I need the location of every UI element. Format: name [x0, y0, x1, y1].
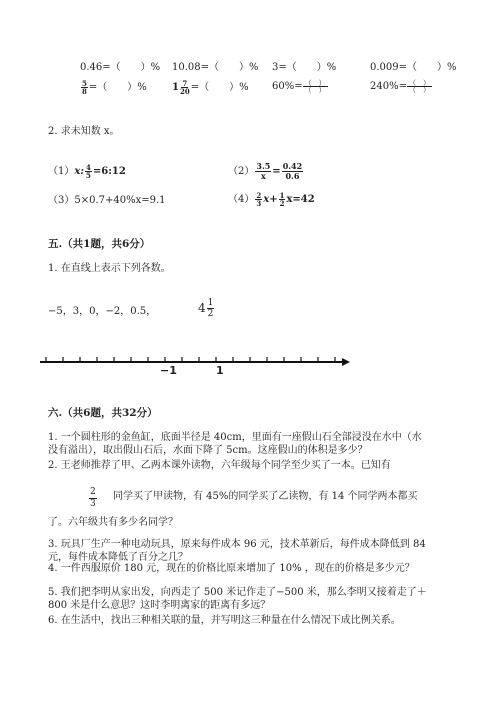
fraction: $\frac{4}{5}$	[86, 163, 91, 180]
fraction: $\frac{1}{2}$	[207, 298, 214, 319]
blank-fraction: $\frac{( )}{( )}$	[408, 79, 430, 94]
conversion-item-4: 0.009=（ ）%	[370, 62, 457, 73]
question-4: 4. 一件西服原价 180 元，现在的价格比原来增加了 10% ，现在的价格是多少元？	[48, 563, 415, 574]
question-5: 5. 我们把李明从家出发，向西走了 500 米记作走了−500 米，那么李明又接着走了＋800 米是什么意思？这时李明离家的距离有多远？	[48, 587, 427, 611]
question-2-line2: 同学买了甲读物，有 45%的同学买了乙读物，有 14 个同学两本都买	[113, 491, 418, 502]
mixed-number: 4 $\frac{1}{2}$	[198, 298, 214, 319]
section-5-question: 1. 在直线上表示下列各数。	[48, 263, 171, 274]
question-2-fraction: $\frac{2}{3}$	[90, 487, 96, 509]
section-5-heading: 五.（共1题，共6分）	[48, 238, 151, 250]
tick-label-neg1: −1	[160, 364, 177, 377]
fraction: $\frac{1}{2}$	[279, 191, 285, 208]
conversion-item-8: 240%= $\frac{( )}{( )}$	[370, 79, 430, 94]
equation-3: （3）5×0.7+40%x=9.1	[48, 195, 166, 206]
question-2-line1: 2. 王老师推荐了甲、乙两本课外读物，六年级每个同学至少买了一本。已知有	[48, 460, 391, 471]
blank-fraction: $\frac{( )}{( )}$	[304, 79, 326, 94]
conversion-item-5: $\frac{5}{8}$ =（ ）%	[82, 79, 147, 96]
equation-2: （2） $\frac{3.5}{x}$ = $\frac{0.42}{0.6}$	[228, 161, 303, 181]
fraction: $\frac{2}{3}$	[256, 191, 262, 208]
conversion-item-3: 3=（ ）%	[272, 62, 337, 73]
conversion-item-6: 1 $\frac{7}{20}$ =（ ）%	[172, 79, 249, 96]
conversion-item-7: 60%= $\frac{( )}{( )}$	[272, 79, 326, 94]
equation-1: （1）x: $\frac{4}{5}$ =6:12	[48, 163, 126, 180]
question-6: 6. 在生活中，找出三种相关联的量，并写明这三种量在什么情况下成比例关系。	[48, 615, 401, 626]
fraction: $\frac{5}{8}$	[82, 79, 87, 96]
exercise-2-title: 2. 求未知数 x。	[48, 126, 120, 137]
fraction: $\frac{3.5}{x}$	[256, 161, 271, 181]
fraction: $\frac{7}{20}$	[179, 79, 190, 96]
conversion-item-1: 0.46=（ ）%	[80, 62, 161, 73]
question-3: 3. 玩具厂生产一种电动玩具，原来每件成本 96 元，技术革新后，每件成本降低到 84 元，每件成本降低了百分之几？	[48, 539, 426, 563]
conversion-item-2: 10.08=（ ）%	[172, 62, 259, 73]
numbers-list: −5，3，0，−2，0.5，	[48, 306, 157, 317]
number-line	[40, 352, 360, 382]
fraction: $\frac{0.42}{0.6}$	[282, 161, 303, 181]
question-2-line3: 了。六年级共有多少名同学？	[48, 517, 178, 528]
equation-4: （4） $\frac{2}{3}$ x+ $\frac{1}{2}$ x=42	[228, 191, 315, 208]
axis-arrow	[342, 358, 350, 366]
section-6-heading: 六.（共6题，共32分）	[48, 407, 158, 419]
question-1: 1. 一个圆柱形的金鱼缸，底面半径是 40cm，里面有一座假山石全部浸没在水中（水没有溢出），取出假山石后，水面下降了 5cm。这座假山的体积是多少？	[48, 432, 422, 456]
tick-label-1: 1	[216, 364, 224, 377]
